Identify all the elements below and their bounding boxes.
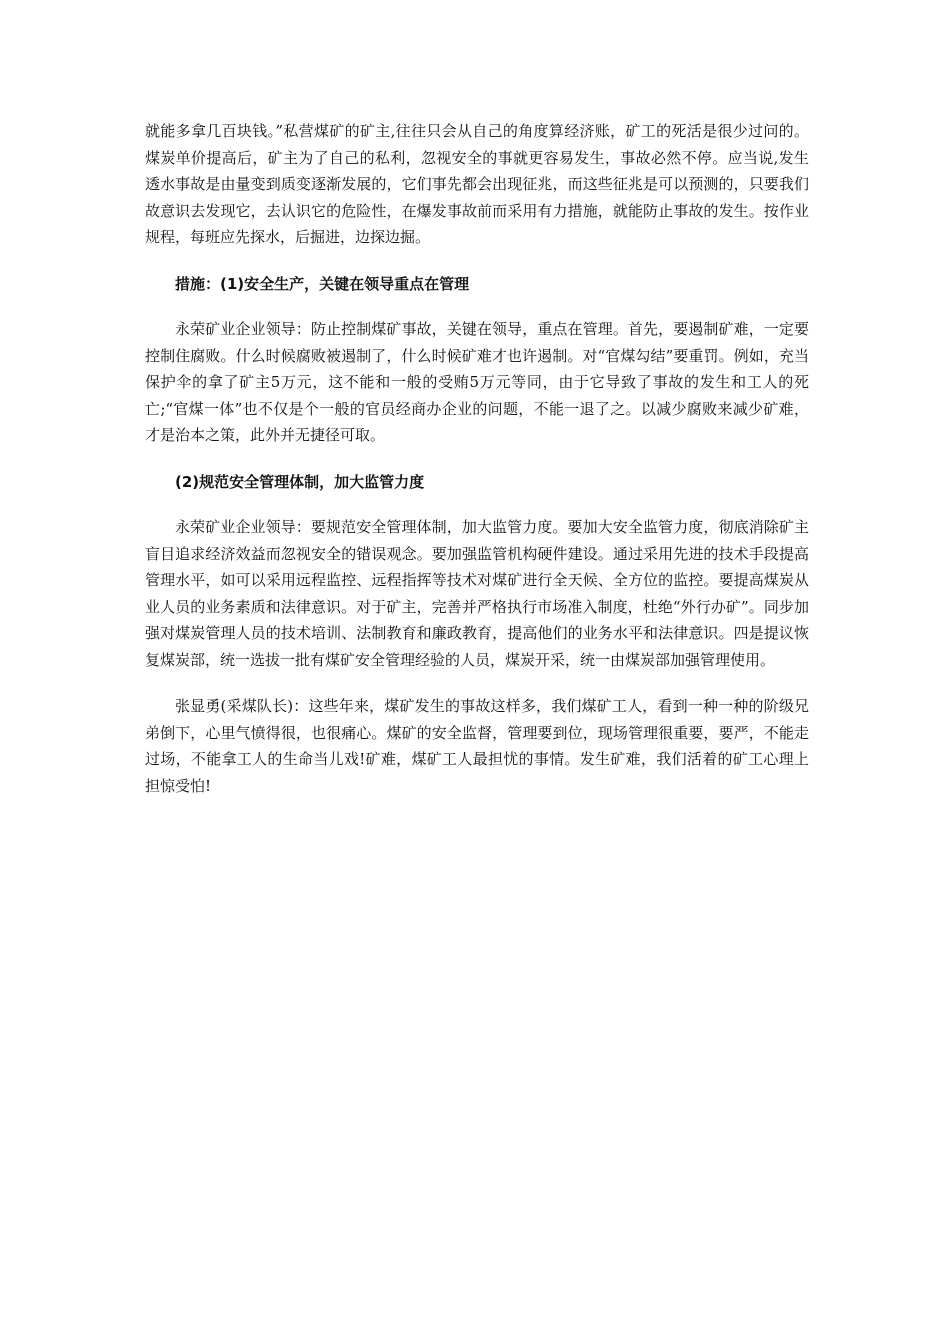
section-heading-2: (2)规范安全管理体制，加大监管力度: [175, 472, 425, 491]
document-page: [145, 118, 809, 799]
paragraph-supervision: 永荣矿业企业领导：要规范安全管理体制，加大监管力度。要加大安全监管力度，彻底消除矿主盲目追求经济效益而忽视安全的错误观念。要加强监管机构硬件建设。通过采用先进的技术手段提高管理水平，如可以采用远程监控、远程指挥等技术对煤矿进行全天候、全方位的监控。要提高煤炭从业人员的业务素质和法律意识。对于矿主，完善并严格执行市场准入制度，杜绝“外行办矿”。同步加强对煤炭管理人员的技术培训、法制教育和廉政教育，提高他们的业务水平和法律意识。四是提议恢复煤炭部，统一选拔一批有煤矿安全管理经验的人员，煤炭开采，统一由煤炭部加强管理使用。: [145, 518, 809, 669]
section-heading-1: 措施：(1)安全生产，关键在领导重点在管理: [175, 274, 470, 293]
paragraph-leadership: 永荣矿业企业领导：防止控制煤矿事故，关键在领导，重点在管理。首先，要遏制矿难，一定要控制住腐败。什么时候腐败被遏制了，什么时候矿难才也许遏制。对“官煤勾结”要重罚。例如，充当保护伞的拿了矿主5万元，这不能和一般的受贿5万元等同，由于它导致了事故的发生和工人的死亡;“官煤一体”也不仅是个一般的官员经商办企业的问题，不能一退了之。以减少腐败来减少矿难，才是治本之策，此外并无捷径可取。: [145, 320, 809, 444]
spacer: [145, 495, 809, 514]
spacer: [145, 297, 809, 316]
spacer: [145, 251, 809, 271]
spacer: [145, 449, 809, 469]
paragraph-continuation: 就能多拿几百块钱。”私营煤矿的矿主,往往只会从自己的角度算经济账，矿工的死活是很少过问的。煤炭单价提高后，矿主为了自己的私利，忽视安全的事就更容易发生，事故必然不停。应当说,发生透水事故是由量变到质变逐渐发展的，它们事先都会出现征兆，而这些征兆是可以预测的，只要我们故意识去发现它，去认识它的危险性，在爆发事故前而采用有力措施，就能防止事故的发生。按作业规程，每班应先探水，后掘进，边探边掘。: [145, 122, 809, 246]
spacer: [145, 673, 809, 693]
paragraph-miner-quote: 张显勇(采煤队长)：这些年来，煤矿发生的事故这样多，我们煤矿工人，看到一种一种的阶级兄弟倒下，心里气愤得很，也很痛心。煤矿的安全监督，管理要到位，现场管理很重要，要严，不能走过场，不能拿工人的生命当儿戏!矿难，煤矿工人最担忧的事情。发生矿难，我们活着的矿工心理上担惊受怕!: [145, 697, 809, 795]
